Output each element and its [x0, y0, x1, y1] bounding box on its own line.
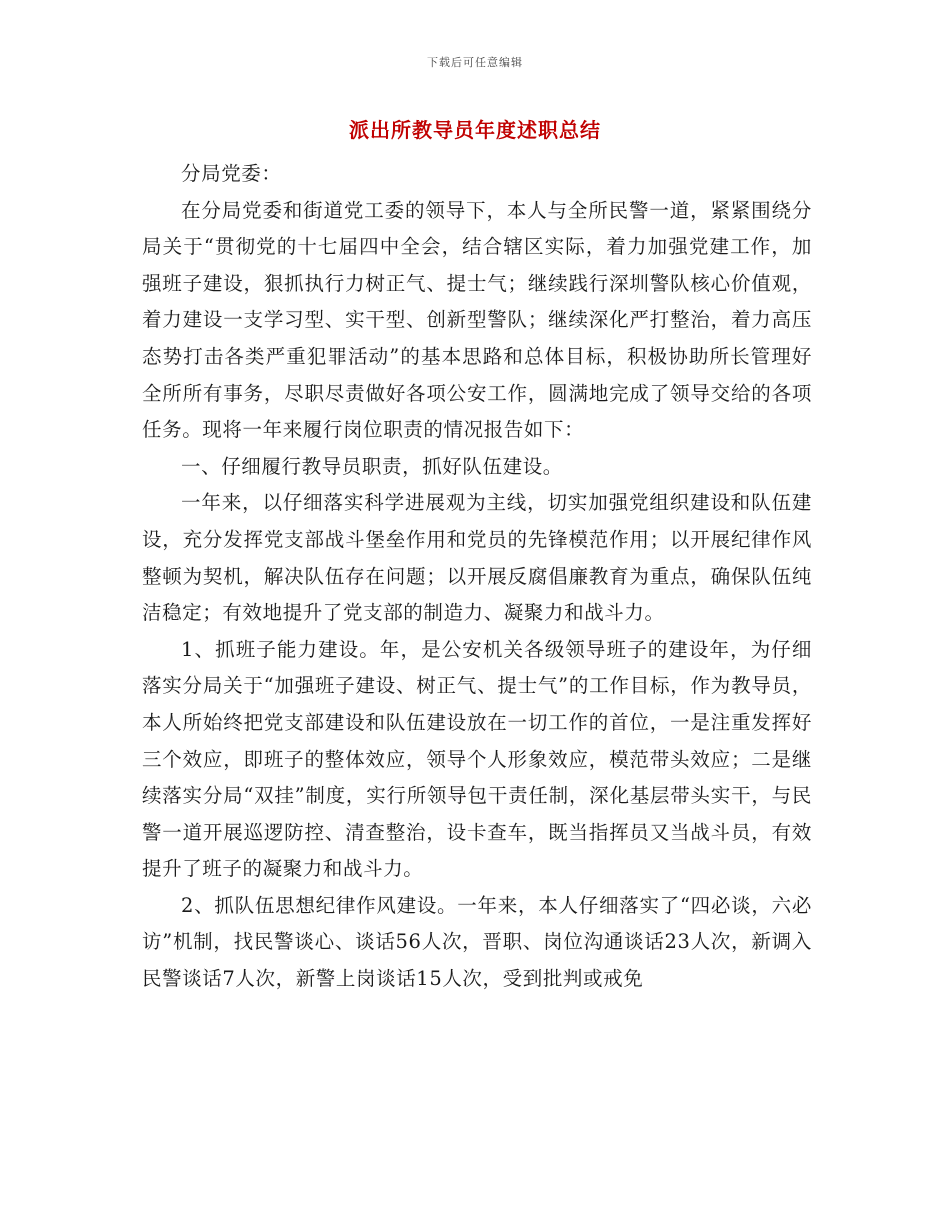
salutation: 分局党委：	[181, 162, 282, 185]
section-heading: 一、仔细履行教导员职责，抓好队伍建设。	[181, 454, 563, 478]
document-body	[142, 156, 812, 998]
paragraph: 在分局党委和街道党工委的领导下，本人与全所民警一道，紧紧围绕分局关于“贯彻党的十七届四中全会，结合辖区实际，着力加强党建工作，加强班子建设，狠抓执行力树正气、提士气；继续践行深圳警队核心价值观，着力建设一支学习型、实干型、创新型警队；继续深化严打整治，着力高压态势打击各类严重犯罪活动”的基本思路和总体目标，积极协助所长管理好全所所有事务，尽职尽责做好各项公安工作，圆满地完成了领导交给的各项任务。现将一年来履行岗位职责的情况报告如下：	[142, 198, 812, 442]
paragraph: 1、抓班子能力建设。年，是公安机关各级领导班子的建设年，为仔细落实分局关于“加强班子建设、树正气、提士气”的工作目标，作为教导员，本人所始终把党支部建设和队伍建设放在一切工作的首位，一是注重发挥好三个效应，即班子的整体效应，领导个人形象效应，模范带头效应；二是继续落实分局“双挂”制度，实行所领导包干责任制，深化基层带头实干，与民警一道开展巡逻防控、清查整治，设卡查车，既当指挥员又当战斗员，有效提升了班子的凝聚力和战斗力。	[142, 637, 812, 881]
header-note: 下载后可任意编辑	[427, 56, 523, 69]
paragraph: 一年来，以仔细落实科学进展观为主线，切实加强党组织建设和队伍建设，充分发挥党支部战斗堡垒作用和党员的先锋模范作用；以开展纪律作风整顿为契机，解决队伍存在问题；以开展反腐倡廉教育为重点，确保队伍纯洁稳定；有效地提升了党支部的制造力、凝聚力和战斗力。	[142, 491, 812, 625]
paragraph: 2、抓队伍思想纪律作风建设。一年来，本人仔细落实了“四必谈，六必访”机制，找民警谈心、谈话56人次，晋职、岗位沟通谈话23人次，新调入民警谈话7人次，新警上岗谈话15人次，受到批判或戒免	[142, 893, 812, 991]
document-title: 派出所教导员年度述职总结	[349, 118, 601, 142]
